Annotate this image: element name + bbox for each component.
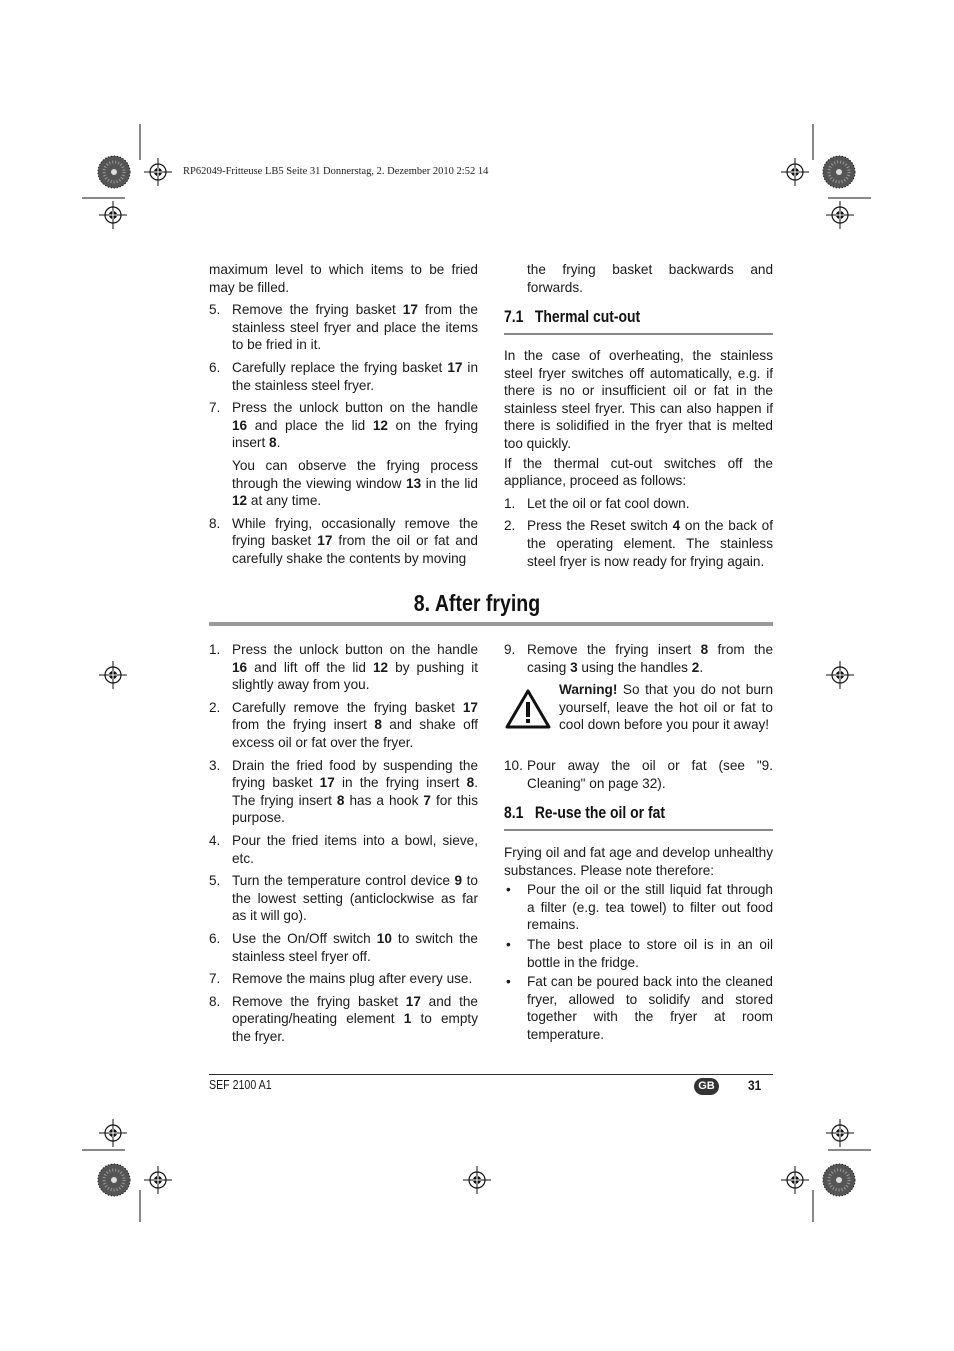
list-item: 3. Drain the fried food by suspending the frying basket 17 in the frying insert 8. The frying insert 8 has a hook 7 for this purpose. <box>209 757 478 826</box>
steps-list <box>504 495 773 570</box>
footer-rule <box>209 1074 773 1075</box>
section-rule <box>504 829 773 831</box>
section-heading-8-1: 8.1 Re-use the oil or fat <box>504 803 665 822</box>
bullet-list <box>504 881 773 1043</box>
list-item: 1. Let the oil or fat cool down. <box>504 495 690 511</box>
bullet-item: • Pour the oil or the still liquid fat through a filter (e.g. tea towel) to filter out food remains. <box>506 882 773 933</box>
chapter-rule <box>209 622 773 626</box>
reuse-body <box>504 844 773 1046</box>
list-item: 1. Press the unlock button on the handle 16 and lift off the lid 12 by pushing it slightly away from you. <box>209 642 478 693</box>
list-item: 7. Remove the mains plug after every use. <box>209 971 473 987</box>
list-item: 6. Carefully replace the frying basket 17 in the stainless steel fryer. <box>209 359 478 393</box>
bottom-left-column <box>209 641 478 1050</box>
list-item: 8. While frying, occasionally remove the frying basket 17 from the oil or fat and carefully shake the contents by moving <box>209 515 478 566</box>
steps-list <box>209 641 478 1045</box>
steps-list <box>504 641 773 676</box>
paragraph: Frying oil and fat age and develop unhealthy substances. Please note therefore: <box>504 845 773 878</box>
section-heading-7-1: 7.1 Thermal cut-out <box>504 307 641 326</box>
print-header: RP62049-Fritteuse LB5 Seite 31 Donnerstag, 2. Dezember 2010 2:52 14 <box>183 166 489 177</box>
list-item: 4. Pour the fried items into a bowl, sieve, etc. <box>209 832 478 866</box>
list-item: 2. Carefully remove the frying basket 17 from the frying insert 8 and shake off excess oil or fat over the fryer. <box>209 699 478 750</box>
list-item: 2. Press the Reset switch 4 on the back of the operating element. The stainless steel fryer is now ready for frying again. <box>504 518 773 569</box>
top-right-column <box>504 261 773 296</box>
list-item: 9. Remove the frying insert 8 from the casing 3 using the handles 2. <box>504 642 774 675</box>
item7-note: You can observe the frying process through the viewing window 13 in the lid 12 at any time. <box>232 457 478 509</box>
warning-label: Warning! <box>559 682 618 697</box>
language-badge: GB <box>694 1078 719 1095</box>
list-item: 10. Pour away the oil or fat (see "9. Cleaning" on page 32). <box>504 758 773 791</box>
section-rule <box>504 333 773 335</box>
list-item: 8. Remove the frying basket 17 and the operating/heating element 1 to empty the fryer. <box>209 993 478 1044</box>
bullet-item: • Fat can be poured back into the cleaned fryer, allowed to solidify and stored together with the fryer at room temperature. <box>506 974 773 1042</box>
list-item: 6. Use the On/Off switch 10 to switch the stainless steel fryer off. <box>209 930 478 964</box>
page-number: 31 <box>748 1077 762 1093</box>
paragraph: In the case of overheating, the stainless steel fryer switches off automatically, e.g. if there is no or insufficient oil or fat in the stainless steel fryer. This can also happen if there is solidified in the fryer that is melted too quickly. <box>504 348 773 451</box>
step-10 <box>504 757 773 797</box>
paragraph: If the thermal cut-out switches off the appliance, proceed as follows: <box>504 455 773 489</box>
chapter-title: 8. After frying <box>413 590 541 616</box>
top-left-column <box>209 261 478 573</box>
list-item: 5. Turn the temperature control device 9 to the lowest setting (anticlockwise as far as it will go). <box>209 873 478 924</box>
list-item: 7. Press the unlock button on the handle 16 and place the lid 12 on the frying insert 8. <box>209 400 478 451</box>
model-number: SEF 2100 A1 <box>209 1078 272 1092</box>
bullet-item: • The best place to store oil is in an oil bottle in the fridge. <box>506 936 773 970</box>
bottom-right-column <box>504 641 773 681</box>
warning-triangle-icon <box>505 688 551 730</box>
steps-list <box>209 515 478 568</box>
list-item: 5. Remove the frying basket 17 from the stainless steel fryer and place the items to be fried in it. <box>209 302 478 353</box>
thermal-cutout-body <box>504 347 773 575</box>
intro-text: maximum level to which items to be fried may be filled. <box>209 262 478 295</box>
steps-list <box>209 301 478 452</box>
continuation-text: the frying basket backwards and forwards. <box>527 262 773 295</box>
warning-text: Warning! So that you do not burn yourself, leave the hot oil or fat to cool down before you pour it away! <box>559 682 773 733</box>
